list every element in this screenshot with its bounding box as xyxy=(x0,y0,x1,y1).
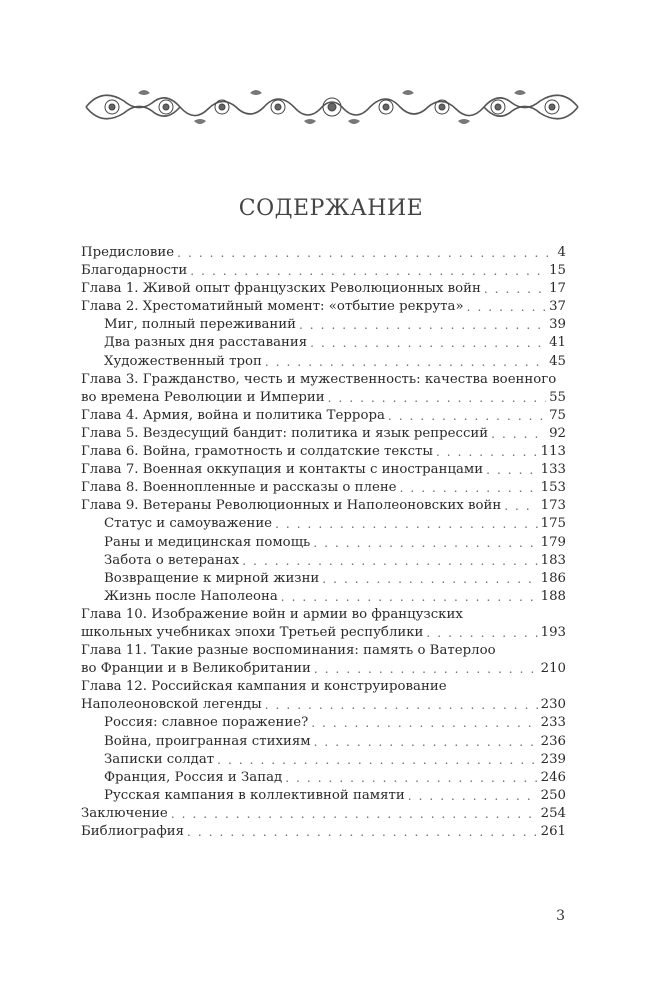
leader-dots xyxy=(285,769,537,787)
toc-entry-label-line2: школьных учебниках эпохи Третьей республики xyxy=(81,624,424,640)
toc-entry-label: Россия: славное поражение? xyxy=(104,715,309,731)
toc-entry-page: 75 xyxy=(549,407,566,423)
leader-dots xyxy=(281,588,538,606)
toc-entry-label: Жизнь после Наполеона xyxy=(104,588,278,604)
toc-entry-label: Возвращение к мирной жизни xyxy=(104,570,320,586)
toc-entry-page: 55 xyxy=(549,389,566,405)
leader-dots xyxy=(486,461,537,479)
toc-entry-page: 186 xyxy=(540,570,566,586)
toc-entry[interactable] xyxy=(81,823,566,841)
toc-subentry[interactable] xyxy=(81,733,566,751)
page-number: 3 xyxy=(556,908,565,924)
toc-entry-label-line1: Глава 3. Гражданство, честь и мужественность: качества военного xyxy=(81,371,557,387)
leader-dots xyxy=(313,534,537,552)
leader-dots xyxy=(275,515,538,533)
toc-entry[interactable] xyxy=(81,461,566,479)
toc-entry-page: 92 xyxy=(549,425,566,441)
page-title: СОДЕРЖАНИЕ xyxy=(238,196,424,221)
toc-subentry[interactable] xyxy=(81,570,566,588)
leader-dots xyxy=(171,805,538,823)
decorative-ornament-border xyxy=(82,83,582,131)
toc-entry-page: 175 xyxy=(540,516,566,532)
leader-dots xyxy=(190,262,546,280)
toc-entry-page: 250 xyxy=(540,787,566,803)
toc-entry[interactable] xyxy=(81,497,566,515)
leader-dots xyxy=(426,624,537,642)
toc-entry-page: 230 xyxy=(540,697,566,713)
toc-entry-label: Заключение xyxy=(81,805,168,821)
toc-entry-label: Глава 8. Военнопленные и рассказы о плене xyxy=(81,480,397,496)
toc-entry-label: Глава 6. Война, грамотность и солдатские тексты xyxy=(81,444,433,460)
leader-dots xyxy=(299,316,546,334)
toc-entry-label: Глава 5. Вездесущий бандит: политика и язык репрессий xyxy=(81,425,489,441)
toc-entry-label: Библиография xyxy=(81,824,185,839)
toc-entry-label: Раны и медицинская помощь xyxy=(104,534,311,550)
toc-entry-label: Война, проигранная стихиям xyxy=(104,733,311,749)
toc-entry-page: 15 xyxy=(549,263,566,279)
toc-entry-label-line2: во времена Революции и Империи xyxy=(81,389,325,405)
toc-entry[interactable] xyxy=(81,443,566,461)
toc-subentry[interactable] xyxy=(81,515,566,533)
leader-dots xyxy=(322,570,537,588)
toc-entry-page: 188 xyxy=(540,588,566,604)
toc-entry-page: 183 xyxy=(540,552,566,568)
leader-dots xyxy=(310,334,546,352)
toc-entry-label: Записки солдат xyxy=(104,751,215,767)
toc-entry-label: Миг, полный переживаний xyxy=(104,317,296,333)
leader-dots xyxy=(265,696,538,714)
toc-entry-page: 45 xyxy=(549,353,566,369)
toc-entry-label: Глава 4. Армия, война и политика Террора xyxy=(81,407,385,423)
toc-entry-label: Глава 1. Живой опыт французских Революционных войн xyxy=(81,281,481,297)
toc-subentry[interactable] xyxy=(81,334,566,352)
toc-entry[interactable] xyxy=(81,371,566,407)
toc-entry[interactable] xyxy=(81,805,566,823)
toc-entry-label: Глава 7. Военная оккупация и контакты с иностранцами xyxy=(81,462,484,478)
toc-entry-page: 173 xyxy=(540,498,566,514)
toc-subentry[interactable] xyxy=(81,353,566,371)
toc-entry[interactable] xyxy=(81,642,566,678)
leader-dots xyxy=(242,552,537,570)
toc-entry[interactable] xyxy=(81,425,566,443)
toc-entry-label: Предисловие xyxy=(81,245,175,260)
toc-subentry[interactable] xyxy=(81,769,566,787)
toc-entry[interactable] xyxy=(81,407,566,425)
toc-entry-page: 113 xyxy=(540,444,566,460)
leader-dots xyxy=(265,353,546,371)
toc-entry[interactable] xyxy=(81,479,566,497)
toc-entry-label: Франция, Россия и Запад xyxy=(104,769,283,785)
toc-entry-page: 233 xyxy=(540,715,566,731)
leader-dots xyxy=(467,298,546,316)
toc-entry-page: 133 xyxy=(540,462,566,478)
toc-subentry[interactable] xyxy=(81,588,566,606)
toc-entry-page: 39 xyxy=(549,317,566,333)
toc-entry[interactable] xyxy=(81,244,566,262)
toc-entry-label: Два разных дня расставания xyxy=(104,335,308,351)
toc-subentry[interactable] xyxy=(81,316,566,334)
toc-subentry[interactable] xyxy=(81,552,566,570)
leader-dots xyxy=(328,389,546,407)
toc-entry-label: Статус и самоуважение xyxy=(104,516,273,532)
toc-entry-page: 193 xyxy=(540,624,566,640)
leader-dots xyxy=(436,443,538,461)
toc-entry-page: 4 xyxy=(557,245,566,260)
toc-entry-label-line1: Глава 11. Такие разные воспоминания: память о Ватерлоо xyxy=(81,643,496,659)
leader-dots xyxy=(504,497,537,515)
toc-entry-page: 261 xyxy=(540,824,566,839)
toc-entry[interactable] xyxy=(81,298,566,316)
toc-entry-label: Глава 9. Ветераны Революционных и Наполеоновских войн xyxy=(81,498,502,514)
toc-subentry[interactable] xyxy=(81,751,566,769)
toc-entry[interactable] xyxy=(81,262,566,280)
toc-entry-label: Художественный троп xyxy=(104,353,262,369)
leader-dots xyxy=(400,479,538,497)
leader-dots xyxy=(408,787,538,805)
toc-entry-page: 236 xyxy=(540,733,566,749)
toc-entry-page: 179 xyxy=(540,534,566,550)
leader-dots xyxy=(177,244,554,262)
toc-entry-page: 37 xyxy=(549,299,566,315)
toc-subentry[interactable] xyxy=(81,534,566,552)
leader-dots xyxy=(187,823,538,841)
leader-dots xyxy=(311,714,537,732)
table-of-contents xyxy=(81,244,566,841)
toc-entry-page: 254 xyxy=(540,805,566,821)
leader-dots xyxy=(314,733,538,751)
toc-entry-page: 210 xyxy=(540,661,566,677)
toc-entry-label: Глава 2. Хрестоматийный момент: «отбытие рекрута» xyxy=(81,299,464,315)
toc-entry[interactable] xyxy=(81,606,566,642)
leader-dots xyxy=(388,407,546,425)
toc-entry-page: 17 xyxy=(549,281,566,297)
toc-entry-page: 246 xyxy=(540,769,566,785)
toc-entry-page: 153 xyxy=(540,480,566,496)
toc-entry-label-line2: Наполеоновской легенды xyxy=(81,697,262,713)
toc-entry-label-line1: Глава 12. Российская кампания и конструирование xyxy=(81,679,447,695)
toc-entry[interactable] xyxy=(81,280,566,298)
toc-entry-label-line2: во Франции и в Великобритании xyxy=(81,661,311,677)
toc-entry-page: 41 xyxy=(549,335,566,351)
toc-entry-page: 239 xyxy=(540,751,566,767)
leader-dots xyxy=(484,280,546,298)
leader-dots xyxy=(314,660,538,678)
toc-subentry[interactable] xyxy=(81,787,566,805)
leader-dots xyxy=(491,425,546,443)
toc-entry-label: Русская кампания в коллективной памяти xyxy=(104,787,405,803)
toc-entry-label: Благодарности xyxy=(81,263,188,279)
toc-entry-label: Забота о ветеранах xyxy=(104,552,240,568)
toc-entry-label-line1: Глава 10. Изображение войн и армии во французских xyxy=(81,606,463,622)
toc-subentry[interactable] xyxy=(81,714,566,732)
leader-dots xyxy=(217,751,537,769)
toc-entry[interactable] xyxy=(81,678,566,714)
